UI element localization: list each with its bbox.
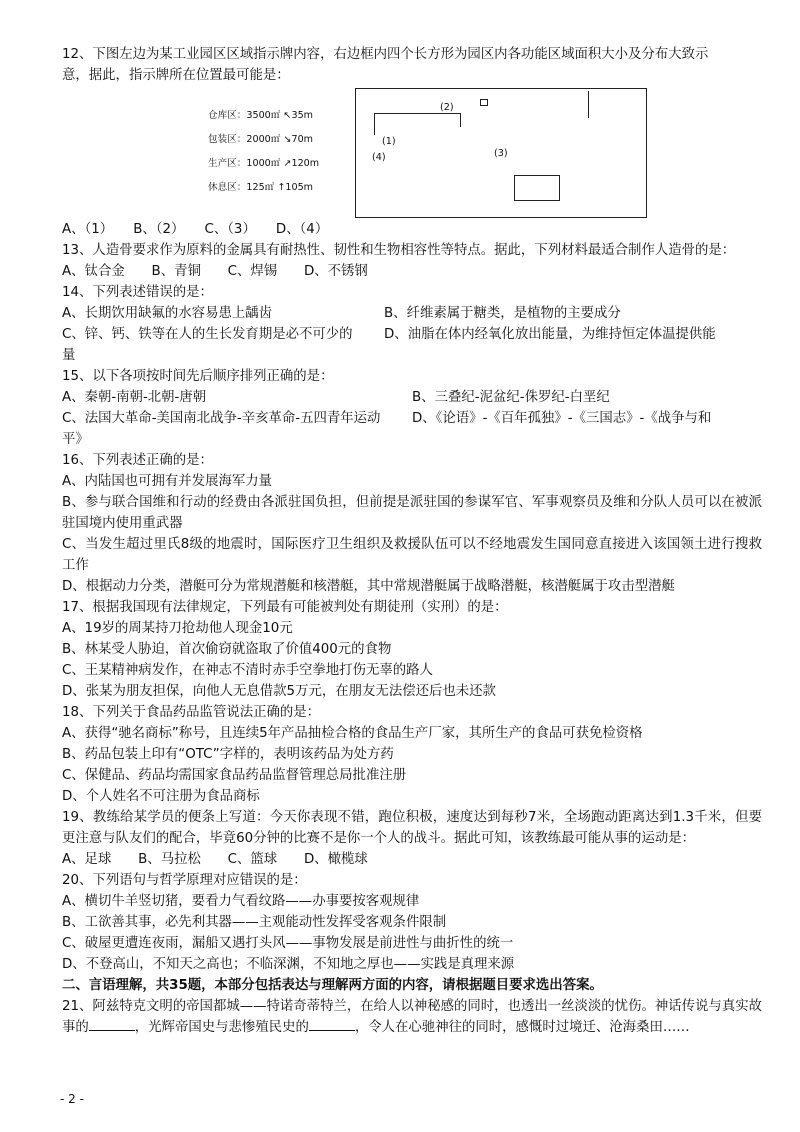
q16-option-b: B、参与联合国维和行动的经费由各派驻国负担，但前提是派驻国的参谋军官、军事观察员及维和分队人员可以在被派驻国境内使用重武器	[62, 495, 762, 531]
area-rectangle	[514, 175, 560, 201]
q13-stem: 13、人造骨要求作为原料的金属具有耐热性、韧性和生物相容性等特点。据此，下列材料最适合制作人造骨的是：	[62, 243, 736, 258]
q20-option-d: D、不登高山，不知天之高也；不临深渊，不知地之厚也——实践是真理来源	[62, 957, 515, 972]
q16-option-d: D、根据动力分类，潜艇可分为常规潜艇和核潜艇，其中常规潜艇属于战略潜艇，核潜艇属于攻击型潜艇	[62, 579, 675, 594]
q12-stem-line2: 意，据此，指示牌所在位置最可能是：	[62, 68, 290, 83]
q14-options-row2	[62, 324, 762, 345]
q17-option-c: C、王某精神病发作，在神志不清时赤手空拳地打伤无辜的路人	[62, 663, 433, 678]
q16-option-c: C、当发生超过里氏8级的地震时，国际医疗卫生组织及救援队伍可以不经地震发生国同意直接进入该国领土进行搜救工作	[62, 537, 762, 573]
q15-option-b: B、三叠纪-泥盆纪-侏罗纪-白垩纪	[412, 390, 610, 405]
q20-stem: 20、下列语句与哲学原理对应错误的是：	[62, 873, 307, 888]
q18-option-d: D、个人姓名不可注册为食品商标	[62, 789, 260, 804]
q14-option-c: C、锌、钙、铁等在人的生长发育期是必不可少的	[62, 327, 353, 342]
q20-option-a: A、横切牛羊竖切猪，要看力气看纹路——办事要按客观规律	[62, 894, 420, 909]
q17-option-a: A、19岁的周某持刀抢劫他人现金10元	[62, 621, 293, 636]
q14-option-b: B、纤维素属于糖类，是植物的主要成分	[384, 306, 621, 321]
map-label-2: (2)	[440, 102, 454, 113]
page-number: - 2 -	[60, 1092, 84, 1106]
area-3-top-divider	[588, 91, 589, 118]
q21-stem	[62, 996, 762, 1038]
exam-page	[62, 44, 762, 1038]
q15-option-d-continued: 平》	[62, 432, 89, 447]
q21-blank-1	[89, 1017, 135, 1031]
q19-stem: 19、教练给某学员的便条上写道：今天你表现不错，跑位积极，速度达到每秒7米，全场跑动距离达到1.3千米，但要更注意与队友们的配合，毕竟60分钟的比赛不是你一个人的战斗。据此可知，该教练最可能从事的运动是：	[62, 810, 762, 846]
q21-blank-2	[309, 1017, 355, 1031]
directional-sign	[208, 104, 319, 200]
q14-option-d-continued: 量	[62, 348, 76, 363]
q15-option-a: A、秦朝-南朝-北朝-唐朝	[62, 390, 207, 405]
q19-options: A、足球 B、马拉松 C、篮球 D、橄榄球	[62, 852, 368, 867]
sign-rest: 休息区：125㎡ ↑105m	[208, 182, 314, 193]
q16-stem: 16、下列表述正确的是：	[62, 453, 213, 468]
section-2-heading: 二、言语理解，共35题，本部分包括表达与理解两方面的内容，请根据题目要求选出答案。	[62, 978, 603, 993]
sign-warehouse: 仓库区：3500㎡ ↖35m	[208, 110, 314, 121]
q12-stem-line1: 12、下图左边为某工业园区区域指示牌内容，右边框内四个长方形为园区内各功能区域面积大小及分布大致示	[62, 47, 709, 62]
q17-option-b: B、林某受人胁迫，首次偷窃就盗取了价值400元的食物	[62, 642, 392, 657]
sign-production: 生产区：1000㎡ ↗120m	[208, 158, 320, 169]
map-label-1: (1)	[382, 136, 396, 147]
q18-stem: 18、下列关于食品药品监管说法正确的是：	[62, 705, 321, 720]
q15-option-c: C、法国大革命-美国南北战争-辛亥革命-五四青年运动	[62, 411, 381, 426]
q14-option-a: A、长期饮用缺氟的水容易患上龋齿	[62, 306, 273, 321]
q12-figure	[62, 86, 762, 219]
q21-text-part2: ，光辉帝国史与悲惨殖民史的	[134, 1020, 309, 1035]
area-2-right-edge	[460, 113, 461, 127]
sign-packing: 包装区：2000㎡ ↘70m	[208, 134, 314, 145]
map-label-3: (3)	[494, 148, 508, 159]
map-label-4: (4)	[372, 152, 386, 163]
q21-text-part1: 21、阿兹特克文明的帝国都城——特诺奇蒂特兰，在给人以神秘感的同时，也透出一丝淡淡的忧伤。神话传说与真实故事的	[62, 999, 762, 1035]
q15-option-d: D、《论语》-《百年孤独》-《三国志》-《战争与和	[412, 411, 712, 426]
park-area-map	[355, 88, 647, 218]
small-square-marker	[480, 99, 488, 106]
q17-stem: 17、根据我国现有法律规定，下列最有可能被判处有期徒刑（实刑）的是：	[62, 600, 508, 615]
q18-option-b: B、药品包装上印有“OTC”字样的，表明该药品为处方药	[62, 747, 394, 762]
q15-stem: 15、以下各项按时间先后顺序排列正确的是：	[62, 369, 334, 384]
q14-option-d: D、油脂在体内经氧化放出能量，为维持恒定体温提供能	[384, 327, 716, 342]
area-2-left-edge	[374, 113, 375, 135]
q12-options: A、（1） B、（2） C、（3） D、（4）	[62, 222, 329, 237]
q13-options: A、钛合金 B、青铜 C、焊锡 D、不锈钢	[62, 264, 368, 279]
q21-text-part3: ，令人在心驰神往的同时，感慨时过境迁、沧海桑田……	[354, 1020, 690, 1035]
q15-options-row1	[62, 387, 762, 408]
q14-options-row1	[62, 303, 762, 324]
q20-option-b: B、工欲善其事，必先利其器——主观能动性发挥受客观条件限制	[62, 915, 447, 930]
q14-stem: 14、下列表述错误的是：	[62, 285, 213, 300]
q16-option-a: A、内陆国也可拥有并发展海军力量	[62, 474, 273, 489]
q18-option-a: A、获得“驰名商标”称号，且连续5年产品抽检合格的食品生产厂家，其所生产的食品可获免检资格	[62, 726, 643, 741]
q17-option-d: D、张某为朋友担保，向他人无息借款5万元，在朋友无法偿还后也未还款	[62, 684, 496, 699]
area-2-bottom-edge	[374, 113, 460, 114]
q15-options-row2	[62, 408, 762, 429]
q20-option-c: C、破屋更遭连夜雨，漏船又遇打头风——事物发展是前进性与曲折性的统一	[62, 936, 514, 951]
q18-option-c: C、保健品、药品均需国家食品药品监督管理总局批准注册	[62, 768, 407, 783]
